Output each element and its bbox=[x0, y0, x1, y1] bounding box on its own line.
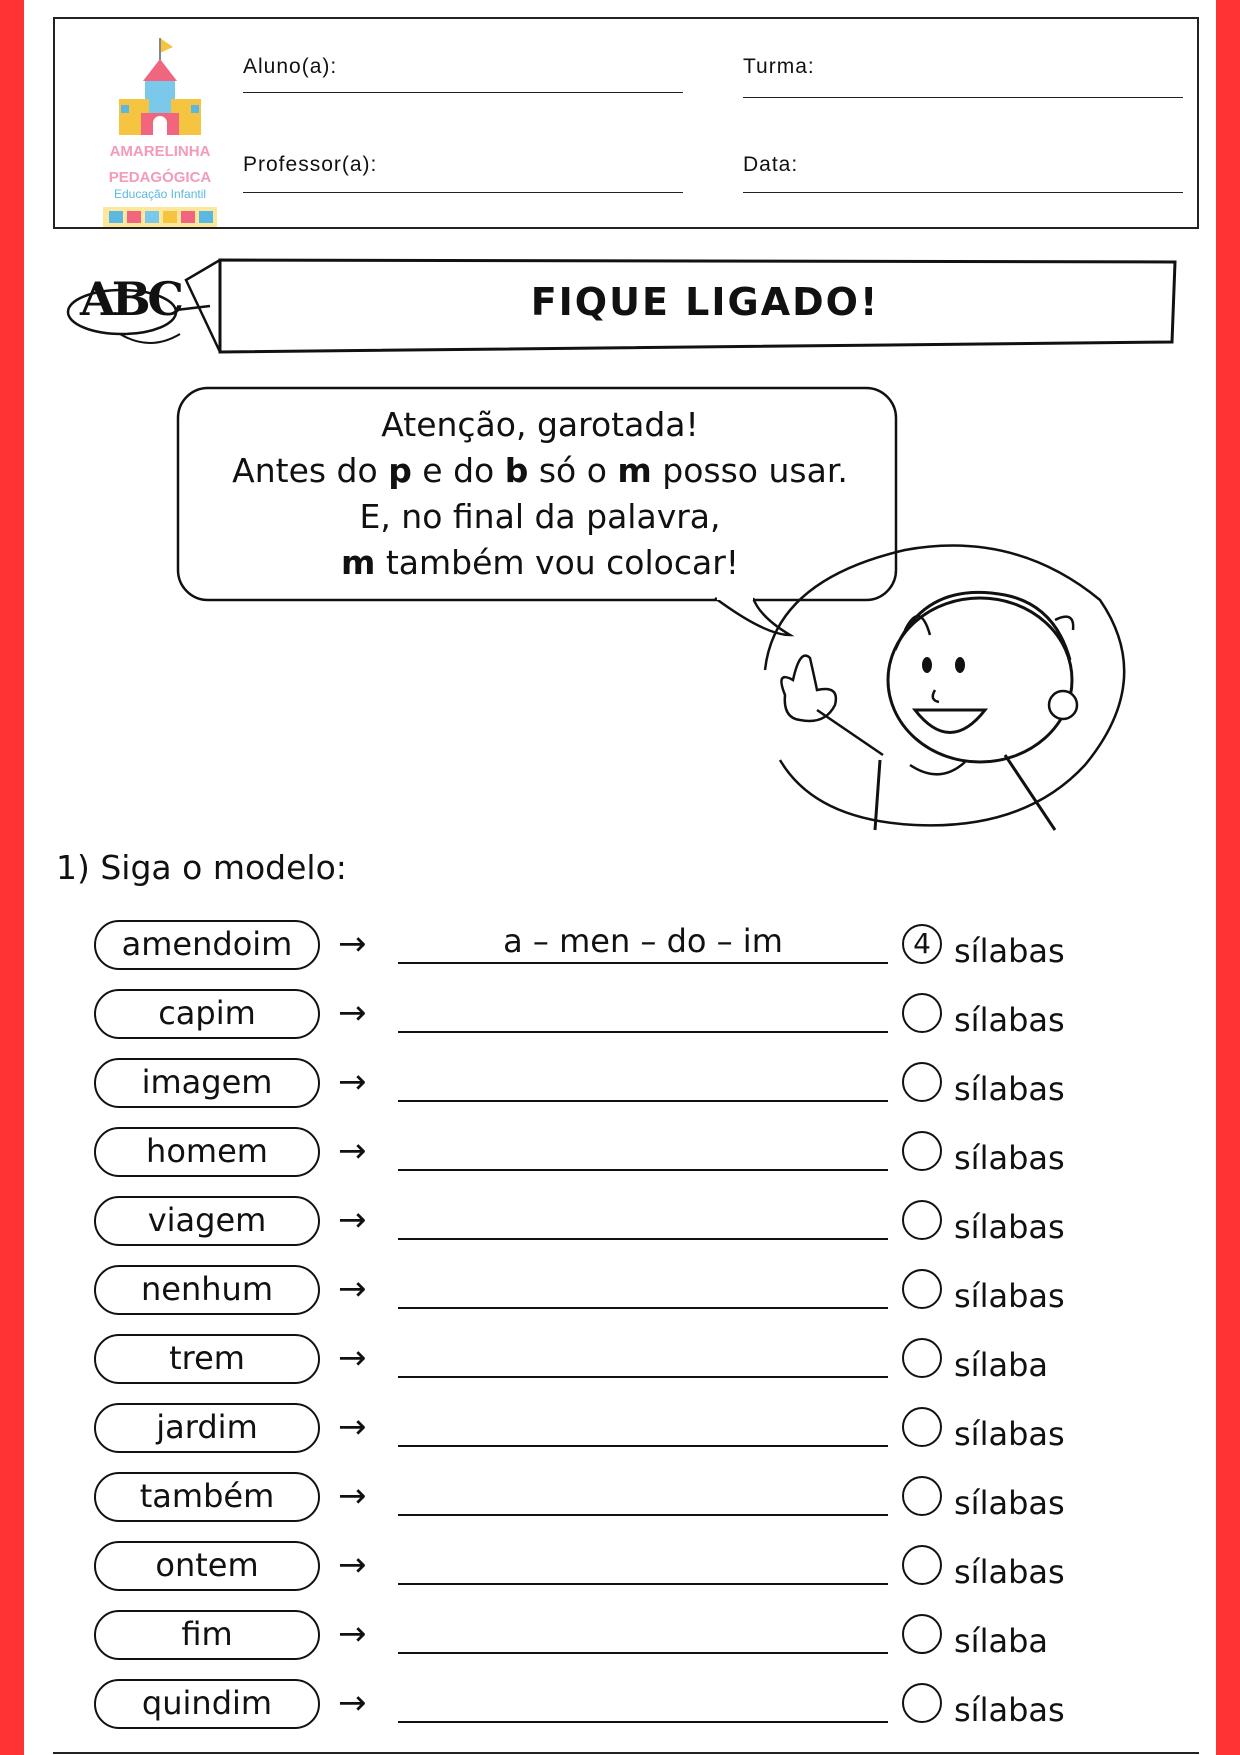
answer-field[interactable] bbox=[398, 1514, 888, 1516]
bubble-line-1: Atenção, garotada! bbox=[381, 405, 699, 444]
exercise-row bbox=[90, 1265, 1090, 1334]
bubble-line-3: E, no final da palavra, bbox=[359, 497, 721, 536]
logo-text-line3: Educação Infantil bbox=[113, 187, 207, 201]
answer-text: a – men – do – im bbox=[503, 922, 783, 960]
syllable-unit-label: sílabas bbox=[954, 1277, 1065, 1315]
syllable-count-circle[interactable] bbox=[902, 1269, 942, 1309]
exercise-rows bbox=[90, 920, 1090, 1748]
syllable-count-circle[interactable] bbox=[902, 1683, 942, 1723]
header-box bbox=[53, 17, 1199, 229]
banner-title: FIQUE LIGADO! bbox=[530, 280, 880, 324]
syllable-count-circle[interactable] bbox=[902, 1131, 942, 1171]
word-pill: amendoim bbox=[94, 920, 320, 970]
arrow-icon: → bbox=[338, 1200, 367, 1240]
syllable-count-circle[interactable] bbox=[902, 1614, 942, 1654]
word-pill: nenhum bbox=[94, 1265, 320, 1315]
arrow-icon: → bbox=[338, 1614, 367, 1654]
arrow-icon: → bbox=[338, 1338, 367, 1378]
logo-text-line2: PEDAGÓGICA bbox=[108, 169, 212, 186]
word-pill: homem bbox=[94, 1127, 320, 1177]
syllable-unit-label: sílaba bbox=[954, 1622, 1048, 1660]
exercise-row bbox=[90, 1679, 1090, 1748]
arrow-icon: → bbox=[338, 1476, 367, 1516]
castle-logo-icon bbox=[85, 33, 235, 143]
hopscotch-icon bbox=[85, 205, 235, 231]
word-pill: também bbox=[94, 1472, 320, 1522]
syllable-count-circle[interactable]: 4 bbox=[902, 924, 942, 964]
word-pill: fim bbox=[94, 1610, 320, 1660]
student-label: Aluno(a): bbox=[243, 55, 338, 78]
teacher-label: Professor(a): bbox=[243, 153, 378, 176]
logo bbox=[85, 33, 235, 213]
bottom-divider bbox=[53, 1752, 1199, 1754]
arrow-icon: → bbox=[338, 1269, 367, 1309]
syllable-count-circle[interactable] bbox=[902, 1476, 942, 1516]
exercise-row bbox=[90, 1610, 1090, 1679]
answer-field[interactable] bbox=[398, 1100, 888, 1102]
syllable-unit-label: sílabas bbox=[954, 1415, 1065, 1453]
syllable-count-circle[interactable] bbox=[902, 1545, 942, 1585]
arrow-icon: → bbox=[338, 993, 367, 1033]
teacher-field[interactable] bbox=[243, 192, 683, 193]
exercise-row bbox=[90, 1403, 1090, 1472]
date-field[interactable] bbox=[743, 192, 1183, 193]
exercise-row bbox=[90, 989, 1090, 1058]
exercise-row bbox=[90, 920, 1090, 989]
exercise-row bbox=[90, 1541, 1090, 1610]
answer-field[interactable] bbox=[398, 1238, 888, 1240]
left-red-border bbox=[0, 0, 24, 1755]
answer-field[interactable] bbox=[398, 1031, 888, 1033]
word-pill: viagem bbox=[94, 1196, 320, 1246]
syllable-count-circle[interactable] bbox=[902, 1200, 942, 1240]
arrow-icon: → bbox=[338, 1062, 367, 1102]
answer-field[interactable] bbox=[398, 962, 888, 964]
arrow-icon: → bbox=[338, 1683, 367, 1723]
syllable-unit-label: sílabas bbox=[954, 1208, 1065, 1246]
arrow-icon: → bbox=[338, 1407, 367, 1447]
exercise-row bbox=[90, 1127, 1090, 1196]
exercise-row bbox=[90, 1472, 1090, 1541]
syllable-unit-label: sílabas bbox=[954, 1691, 1065, 1729]
arrow-icon: → bbox=[338, 1545, 367, 1585]
exercise-instruction: 1) Siga o modelo: bbox=[56, 848, 347, 887]
answer-field[interactable] bbox=[398, 1721, 888, 1723]
logo-text-line1: AMARELINHA bbox=[109, 143, 211, 160]
answer-field[interactable] bbox=[398, 1445, 888, 1447]
syllable-count-circle[interactable] bbox=[902, 1407, 942, 1447]
bubble-line-4: m também vou colocar! bbox=[340, 543, 740, 582]
syllable-unit-label: sílabas bbox=[954, 1001, 1065, 1039]
answer-field[interactable] bbox=[398, 1652, 888, 1654]
kid-thumbs-up-icon bbox=[755, 540, 1155, 840]
syllable-unit-label: sílabas bbox=[954, 1484, 1065, 1522]
abc-letters-icon: ABC bbox=[80, 272, 181, 326]
syllable-count-circle[interactable] bbox=[902, 1338, 942, 1378]
word-pill: jardim bbox=[94, 1403, 320, 1453]
word-pill: imagem bbox=[94, 1058, 320, 1108]
word-pill: trem bbox=[94, 1334, 320, 1384]
syllable-count-circle[interactable] bbox=[902, 1062, 942, 1102]
answer-field[interactable] bbox=[398, 1307, 888, 1309]
exercise-row bbox=[90, 1196, 1090, 1265]
syllable-count-circle[interactable] bbox=[902, 993, 942, 1033]
date-label: Data: bbox=[743, 153, 799, 176]
right-red-border bbox=[1216, 0, 1240, 1755]
bubble-line-2: Antes do p e do b só o m posso usar. bbox=[232, 451, 848, 490]
student-field[interactable] bbox=[243, 92, 683, 93]
word-pill: quindim bbox=[94, 1679, 320, 1729]
answer-field[interactable] bbox=[398, 1583, 888, 1585]
word-pill: ontem bbox=[94, 1541, 320, 1591]
title-banner bbox=[60, 250, 1180, 360]
exercise-row bbox=[90, 1058, 1090, 1127]
answer-field[interactable] bbox=[398, 1376, 888, 1378]
arrow-icon: → bbox=[338, 1131, 367, 1171]
word-pill: capim bbox=[94, 989, 320, 1039]
exercise-row bbox=[90, 1334, 1090, 1403]
syllable-unit-label: sílabas bbox=[954, 1139, 1065, 1177]
arrow-icon: → bbox=[338, 924, 367, 964]
syllable-unit-label: sílabas bbox=[954, 1553, 1065, 1591]
class-field[interactable] bbox=[743, 97, 1183, 98]
syllable-unit-label: sílaba bbox=[954, 1346, 1048, 1384]
syllable-unit-label: sílabas bbox=[954, 932, 1065, 970]
answer-field[interactable] bbox=[398, 1169, 888, 1171]
syllable-unit-label: sílabas bbox=[954, 1070, 1065, 1108]
class-label: Turma: bbox=[743, 55, 815, 78]
